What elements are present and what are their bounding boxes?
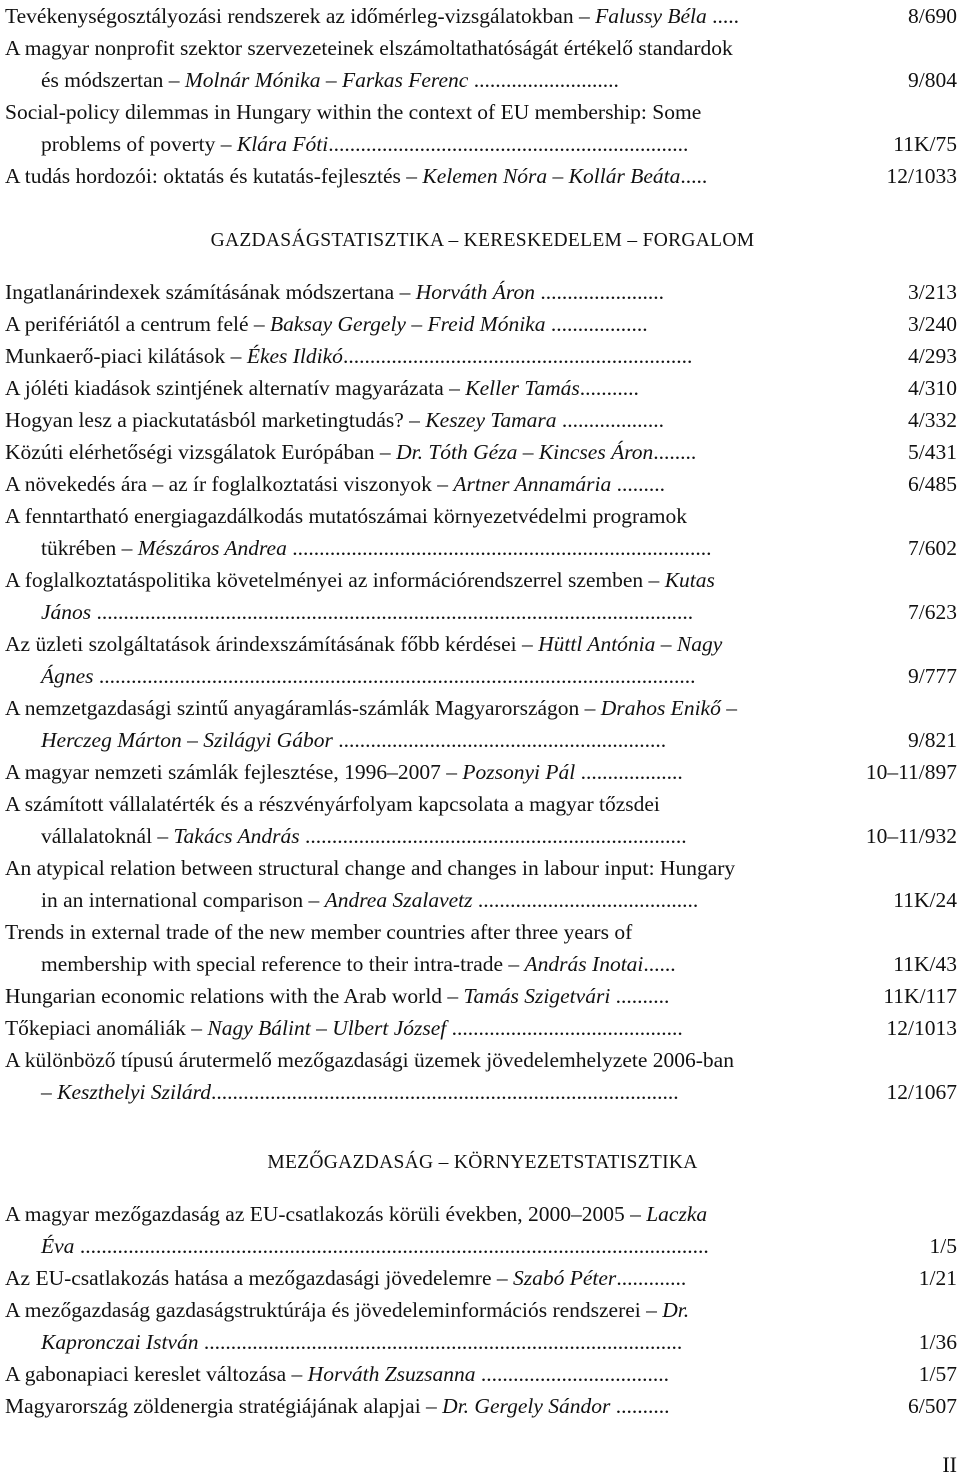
- entry-leader: ...........: [579, 376, 639, 400]
- entry-page-number: 8/690: [908, 4, 957, 28]
- entry-author: Kelemen Nóra – Kollár Beáta: [422, 164, 681, 188]
- entry-line: [5, 436, 825, 468]
- entry-line: [5, 32, 825, 64]
- toc-entry: [5, 468, 960, 500]
- entry-line: [5, 0, 825, 32]
- entry-page-number: 7/623: [908, 600, 957, 624]
- entry-author: Hüttl Antónia – Nagy: [538, 632, 723, 656]
- entry-line: [5, 1294, 825, 1326]
- entry-line: [5, 340, 825, 372]
- entry-author: Tamás Szigetvári: [463, 984, 611, 1008]
- toc-entry: [5, 436, 960, 468]
- entry-line: [5, 1198, 825, 1230]
- entry-page-number: 9/777: [908, 664, 957, 688]
- entry-leader: .....: [706, 4, 740, 28]
- entry-line: [5, 1262, 825, 1294]
- entry-text: [5, 852, 825, 916]
- toc-entry: [5, 404, 960, 436]
- entry-page-number: 1/57: [918, 1362, 957, 1386]
- toc-entry: [5, 308, 960, 340]
- entry-line: [5, 692, 825, 724]
- entry-page-number: 1/21: [918, 1266, 957, 1290]
- entry-text: [5, 436, 825, 468]
- entry-page-number: 3/213: [908, 280, 957, 304]
- entry-line: [5, 372, 825, 404]
- toc-entry: [5, 1262, 960, 1294]
- entry-leader: ..............................................................................: [286, 536, 712, 560]
- entry-line: [5, 276, 825, 308]
- entry-title: problems of poverty –: [41, 132, 237, 156]
- entry-text: [5, 32, 825, 96]
- entry-title: vállalatoknál –: [41, 824, 174, 848]
- toc-entry: [5, 980, 960, 1012]
- toc-entry: [5, 1390, 960, 1422]
- entry-text: [5, 788, 825, 852]
- entry-title: Trends in external trade of the new member countries after three years of: [5, 920, 633, 944]
- entry-title: Hogyan lesz a piackutatásból marketingtudás? –: [5, 408, 426, 432]
- entry-text: [5, 96, 825, 160]
- entry-text: [5, 916, 825, 980]
- entry-line: [5, 756, 825, 788]
- entry-line: [5, 1358, 825, 1390]
- toc-entry: [5, 372, 960, 404]
- entry-leader: .....: [680, 164, 708, 188]
- entry-title: Tőkepiaci anomáliák –: [5, 1016, 208, 1040]
- toc-entry: [5, 160, 960, 192]
- toc-entry: [5, 0, 960, 32]
- entry-line: [5, 1044, 825, 1076]
- entry-page-number: 12/1033: [886, 164, 957, 188]
- entry-line: [5, 1326, 825, 1358]
- entry-text: [5, 564, 825, 628]
- entry-leader: .....................................................................................................................: [74, 1234, 709, 1258]
- entry-page-number: 12/1067: [886, 1080, 957, 1104]
- entry-leader: ...................: [556, 408, 665, 432]
- entry-page-number: 3/240: [908, 312, 957, 336]
- toc-entry: [5, 32, 960, 96]
- entry-leader: .........................................: [472, 888, 699, 912]
- entry-page-number: 5/431: [908, 440, 957, 464]
- entry-author: Andrea Szalavetz: [324, 888, 473, 912]
- entry-author: Horváth Zsuzsanna: [307, 1362, 476, 1386]
- entry-line: [5, 500, 825, 532]
- entry-line: [5, 948, 825, 980]
- entry-author: Laczka: [646, 1202, 708, 1226]
- entry-title: Magyarország zöldenergia stratégiájának alapjai –: [5, 1394, 443, 1418]
- entry-text: [5, 1012, 825, 1044]
- toc-entry: [5, 916, 960, 980]
- entry-title: A fenntartható energiagazdálkodás mutatószámai környezetvédelmi programok: [5, 504, 687, 528]
- entry-author: Keller Tamás: [465, 376, 580, 400]
- entry-text: [5, 1044, 825, 1108]
- entry-title: An atypical relation between structural change and changes in labour input: Hungary: [5, 856, 736, 880]
- entry-line: [5, 724, 825, 756]
- toc-entry: [5, 692, 960, 756]
- entry-line: [5, 404, 825, 436]
- entry-author: Falussy Béla: [595, 4, 707, 28]
- entry-text: [5, 160, 825, 192]
- entry-author: Dr. Gergely Sándor: [442, 1394, 611, 1418]
- entry-author: Ágnes: [41, 664, 94, 688]
- entry-text: [5, 756, 825, 788]
- entry-author: Dr.: [662, 1298, 690, 1322]
- entry-page-number: 1/36: [918, 1330, 957, 1354]
- entry-title: A számított vállalatérték és a részvényárfolyam kapcsolata a magyar tőzsdei: [5, 792, 660, 816]
- entry-title: Hungarian economic relations with the Arab world –: [5, 984, 464, 1008]
- entry-page-number: 11K/43: [893, 952, 957, 976]
- toc-entry: [5, 96, 960, 160]
- toc-entry: [5, 340, 960, 372]
- entry-leader: ..........: [610, 1394, 670, 1418]
- entry-line: [5, 884, 825, 916]
- entry-title: Az EU-csatlakozás hatása a mezőgazdasági jövedelemre –: [5, 1266, 513, 1290]
- toc-entry: [5, 276, 960, 308]
- entry-title: A foglalkoztatáspolitika követelményei az információrendszerrel szemben –: [5, 568, 665, 592]
- entry-page-number: 11K/75: [893, 132, 957, 156]
- toc-entry: [5, 1012, 960, 1044]
- entry-line: [5, 96, 825, 128]
- entry-author: János: [41, 600, 92, 624]
- entry-title: A perifériától a centrum felé –: [5, 312, 271, 336]
- page-folio: II: [942, 1452, 957, 1477]
- entry-text: [5, 1262, 825, 1294]
- entry-title: A tudás hordozói: oktatás és kutatás-fejlesztés –: [5, 164, 423, 188]
- entry-leader: .......................................................................: [299, 824, 687, 848]
- entry-text: [5, 340, 825, 372]
- entry-leader: .........: [611, 472, 665, 496]
- toc-entry: [5, 1198, 960, 1262]
- entry-title: A gabonapiaci kereslet változása –: [5, 1362, 308, 1386]
- entry-title: A növekedés ára – az ír foglalkoztatási viszonyok –: [5, 472, 454, 496]
- entry-author: Éva: [41, 1234, 75, 1258]
- entry-title: A mezőgazdaság gazdaságstruktúrája és jövedeleminformációs rendszerei –: [5, 1298, 663, 1322]
- entry-author: Mészáros Andrea: [137, 536, 287, 560]
- entry-text: [5, 1390, 825, 1422]
- toc-entry: [5, 1358, 960, 1390]
- entry-author: Herczeg Márton – Szilágyi Gábor: [41, 728, 333, 752]
- entry-page-number: 4/293: [908, 344, 957, 368]
- entry-leader: ........: [653, 440, 697, 464]
- entry-text: [5, 468, 825, 500]
- entry-title: Social-policy dilemmas in Hungary within the context of EU membership: Some: [5, 100, 702, 124]
- entry-title: A jóléti kiadások szintjének alternatív magyarázata –: [5, 376, 466, 400]
- entry-page-number: 6/507: [908, 1394, 957, 1418]
- entry-author: Ékes Ildikó: [246, 344, 343, 368]
- entry-author: Dr. Tóth Géza – Kincses Áron: [396, 440, 654, 464]
- entry-line: [5, 788, 825, 820]
- entry-title: Munkaerő-piaci kilátások –: [5, 344, 247, 368]
- entry-page-number: 11K/117: [883, 984, 957, 1008]
- entry-author: Takács András: [173, 824, 300, 848]
- entry-leader: .......................................................................................: [211, 1080, 679, 1104]
- entry-text: [5, 1358, 825, 1390]
- entry-page-number: 9/804: [908, 68, 957, 92]
- entry-author: Drahos Enikő –: [600, 696, 737, 720]
- entry-leader: ...............................................................................................................: [93, 664, 696, 688]
- toc-entry: [5, 788, 960, 852]
- entry-line: [5, 128, 825, 160]
- entry-leader: ...........................: [468, 68, 619, 92]
- entry-line: [5, 1012, 825, 1044]
- entry-page-number: 4/332: [908, 408, 957, 432]
- entry-line: [5, 160, 825, 192]
- entry-text: [5, 404, 825, 436]
- entry-leader: ...............................................................................................................: [91, 600, 694, 624]
- entry-text: [5, 1198, 825, 1262]
- entry-author: Szabó Péter: [513, 1266, 617, 1290]
- entry-line: [5, 916, 825, 948]
- toc-entry: [5, 1294, 960, 1358]
- table-of-contents: [5, 0, 960, 1422]
- entry-title: tükrében –: [41, 536, 138, 560]
- entry-title: A különböző típusú árutermelő mezőgazdasági üzemek jövedelemhelyzete 2006-ban: [5, 1048, 734, 1072]
- entry-text: [5, 372, 825, 404]
- entry-author: Baksay Gergely – Freid Mónika: [270, 312, 546, 336]
- entry-line: [5, 468, 825, 500]
- entry-leader: ...................: [575, 760, 683, 784]
- entry-page-number: 11K/24: [893, 888, 957, 912]
- entry-leader: ..........: [610, 984, 670, 1008]
- entry-author: Artner Annamária: [453, 472, 612, 496]
- entry-text: [5, 0, 825, 32]
- entry-leader: ......: [643, 952, 676, 976]
- entry-text: [5, 692, 825, 756]
- entry-page-number: 1/5: [929, 1234, 957, 1258]
- toc-entry: [5, 852, 960, 916]
- entry-line: [5, 596, 825, 628]
- entry-line: [5, 1076, 825, 1108]
- entry-line: [5, 564, 825, 596]
- entry-author: András Inotai: [524, 952, 644, 976]
- entry-title: Tevékenységosztályozási rendszerek az időmérleg-vizsgálatokban –: [5, 4, 596, 28]
- entry-page-number: 10–11/932: [865, 824, 957, 848]
- toc-entry: [5, 756, 960, 788]
- entry-title: in an international comparison –: [41, 888, 325, 912]
- entry-author: Keszthelyi Szilárd: [57, 1080, 212, 1104]
- entry-text: [5, 276, 825, 308]
- entry-title: A nemzetgazdasági szintű anyagáramlás-számlák Magyarországon –: [5, 696, 601, 720]
- entry-line: [5, 980, 825, 1012]
- entry-page-number: 7/602: [908, 536, 957, 560]
- entry-author: Molnár Mónika – Farkas Ferenc: [184, 68, 469, 92]
- entry-page-number: 12/1013: [886, 1016, 957, 1040]
- entry-text: [5, 500, 825, 564]
- entry-title: –: [41, 1080, 58, 1104]
- entry-leader: .................................................................: [342, 344, 693, 368]
- entry-leader: ...................................: [475, 1362, 670, 1386]
- entry-text: [5, 308, 825, 340]
- toc-entry: [5, 564, 960, 628]
- entry-leader: ...........................................: [446, 1016, 683, 1040]
- entry-title: A magyar mezőgazdaság az EU-csatlakozás körüli években, 2000–2005 –: [5, 1202, 647, 1226]
- entry-leader: .............................................................: [332, 728, 667, 752]
- entry-line: [5, 1390, 825, 1422]
- entry-title: és módszertan –: [41, 68, 185, 92]
- entry-author: Klára Fóti: [236, 132, 329, 156]
- entry-line: [5, 628, 825, 660]
- entry-line: [5, 1230, 825, 1262]
- entry-line: [5, 308, 825, 340]
- toc-entry: [5, 1044, 960, 1108]
- entry-author: Keszey Tamara: [425, 408, 557, 432]
- entry-author: Kutas: [664, 568, 715, 592]
- entry-page-number: 6/485: [908, 472, 957, 496]
- entry-title: Az üzleti szolgáltatások árindexszámításának főbb kérdései –: [5, 632, 539, 656]
- entry-title: A magyar nonprofit szektor szervezeteinek elszámoltathatóságát értékelő standardok: [5, 36, 733, 60]
- entry-text: [5, 980, 825, 1012]
- entry-author: Nagy Bálint – Ulbert József: [207, 1016, 447, 1040]
- entry-line: [5, 820, 825, 852]
- entry-title: A magyar nemzeti számlák fejlesztése, 1996–2007 –: [5, 760, 463, 784]
- entry-author: Horváth Áron: [415, 280, 535, 304]
- entry-title: membership with special reference to their intra-trade –: [41, 952, 525, 976]
- entry-page-number: 10–11/897: [865, 760, 957, 784]
- entry-leader: ...................................................................: [328, 132, 689, 156]
- entry-text: [5, 628, 825, 692]
- entry-leader: .............: [616, 1266, 687, 1290]
- toc-entry: [5, 628, 960, 692]
- entry-leader: ..................: [545, 312, 648, 336]
- entry-leader: .........................................................................................: [198, 1330, 683, 1354]
- entry-title: Ingatlanárindexek számításának módszertana –: [5, 280, 416, 304]
- entry-page-number: 9/821: [908, 728, 957, 752]
- section-heading: GAZDASÁGSTATISZTIKA – KERESKEDELEM – FORGALOM: [210, 230, 755, 251]
- entry-author: Kapronczai István: [41, 1330, 199, 1354]
- entry-page-number: 4/310: [908, 376, 957, 400]
- entry-line: [5, 660, 825, 692]
- toc-entry: [5, 500, 960, 564]
- entry-line: [5, 64, 825, 96]
- entry-line: [5, 532, 825, 564]
- entry-line: [5, 852, 825, 884]
- entry-author: Pozsonyi Pál: [462, 760, 576, 784]
- entry-leader: .......................: [534, 280, 664, 304]
- entry-text: [5, 1294, 825, 1358]
- section-heading: MEZŐGAZDASÁG – KÖRNYEZETSTATISZTIKA: [267, 1152, 698, 1173]
- entry-title: Közúti elérhetőségi vizsgálatok Európában –: [5, 440, 397, 464]
